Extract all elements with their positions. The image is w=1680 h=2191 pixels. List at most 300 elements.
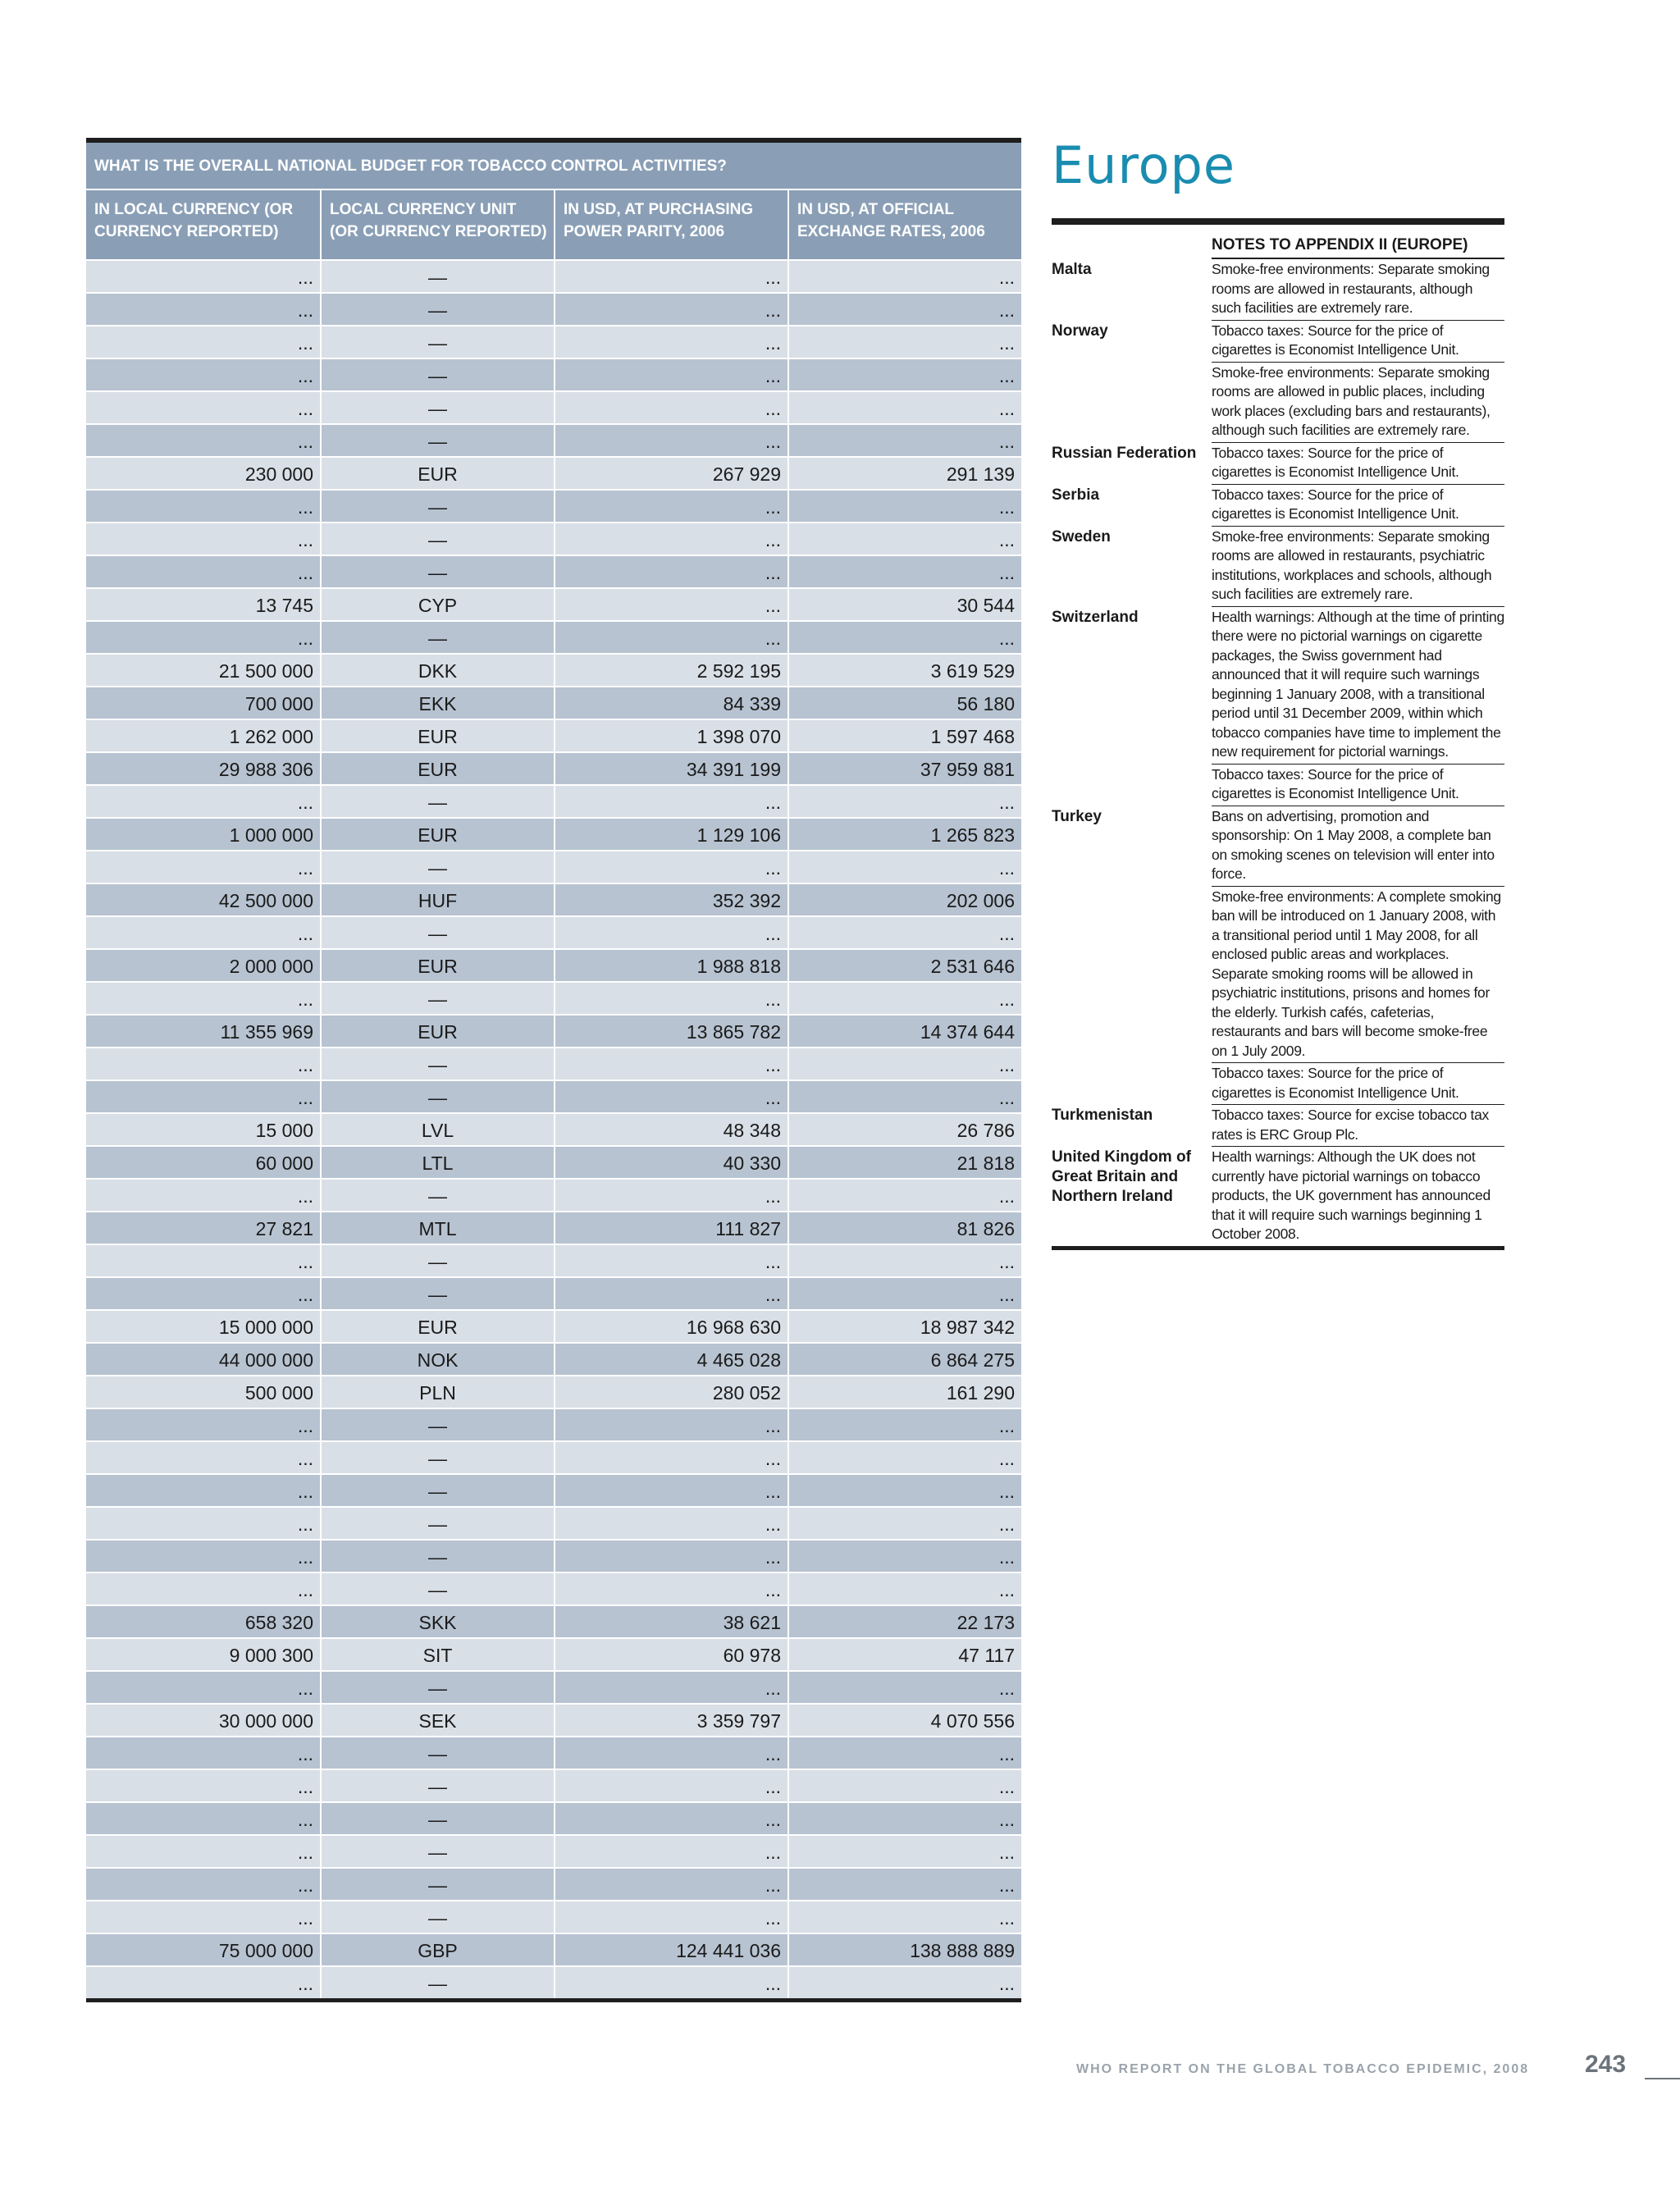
- cell-currency-unit: —: [320, 1803, 554, 1834]
- cell-local-amount: 60 000: [255, 1153, 313, 1174]
- cell-local-amount: ...: [297, 1054, 313, 1075]
- table-row: [86, 1572, 1021, 1604]
- note-text: Tobacco taxes: Source for the price of cigarettes is Economist Intelligence Unit.: [1212, 765, 1504, 806]
- cell-usd-exchange: 1 597 468: [788, 720, 1021, 751]
- cell-local-amount: ...: [297, 988, 313, 1010]
- table-row: [86, 850, 1021, 883]
- table-row: [86, 587, 1021, 620]
- cell-usd-exchange: ...: [788, 786, 1021, 817]
- cell-local-amount: ...: [297, 1513, 313, 1535]
- cell-local-amount: 500 000: [244, 1382, 313, 1404]
- cell-local-amount: ...: [297, 923, 313, 944]
- table-row: [86, 1244, 1021, 1276]
- cell-currency-unit: —: [320, 1048, 554, 1080]
- table-row: [86, 489, 1021, 522]
- cell-local-amount: 230 000: [244, 463, 313, 485]
- cell-currency-unit: —: [320, 1836, 554, 1867]
- cell-currency-unit: EKK: [320, 687, 554, 719]
- table-row: [86, 1211, 1021, 1244]
- cell-currency-unit: SIT: [320, 1639, 554, 1670]
- cell-usd-ppp: ...: [554, 359, 788, 390]
- cell-local-amount: ...: [297, 1087, 313, 1108]
- table-row: [86, 1965, 1021, 1998]
- cell-usd-exchange: ...: [788, 1541, 1021, 1572]
- table-row: [86, 1473, 1021, 1506]
- cell-currency-unit: —: [320, 392, 554, 423]
- note-entry: [1052, 1105, 1504, 1147]
- cell-currency-unit: —: [320, 622, 554, 653]
- cell-currency-unit: —: [320, 425, 554, 456]
- table-row: [86, 1670, 1021, 1703]
- cell-usd-exchange: 161 290: [788, 1376, 1021, 1408]
- note-entry: [1052, 443, 1504, 485]
- note-country: Norway: [1052, 322, 1108, 340]
- cell-local-amount: ...: [297, 332, 313, 354]
- cell-usd-exchange: ...: [788, 1836, 1021, 1867]
- cell-local-amount: ...: [297, 1546, 313, 1568]
- cell-usd-ppp: 1 398 070: [554, 720, 788, 751]
- cell-local-amount: 658 320: [244, 1612, 313, 1633]
- cell-usd-ppp: ...: [554, 1442, 788, 1473]
- table-row: [86, 1145, 1021, 1178]
- cell-currency-unit: —: [320, 983, 554, 1014]
- cell-usd-ppp: ...: [554, 261, 788, 292]
- budget-table: [86, 138, 1021, 2002]
- cell-local-amount: 15 000: [255, 1120, 313, 1141]
- table-row: [86, 1703, 1021, 1736]
- cell-usd-exchange: ...: [788, 1245, 1021, 1276]
- table-row: [86, 1933, 1021, 1965]
- cell-usd-exchange: ...: [788, 491, 1021, 522]
- table-row: [86, 1047, 1021, 1080]
- table-row: [86, 1506, 1021, 1539]
- cell-currency-unit: —: [320, 1442, 554, 1473]
- note-entry: [1052, 485, 1504, 527]
- cell-currency-unit: —: [320, 917, 554, 948]
- table-body: [86, 259, 1021, 1998]
- table-row: [86, 1736, 1021, 1769]
- table-row: [86, 1375, 1021, 1408]
- note-text: Tobacco taxes: Source for the price of cigarettes is Economist Intelligence Unit.: [1212, 485, 1504, 527]
- table-row: [86, 456, 1021, 489]
- cell-currency-unit: —: [320, 1245, 554, 1276]
- footer-rule: [1645, 2078, 1680, 2079]
- table-row: [86, 1539, 1021, 1572]
- cell-usd-exchange: 47 117: [788, 1639, 1021, 1670]
- table-row: [86, 1342, 1021, 1375]
- cell-usd-ppp: ...: [554, 1081, 788, 1112]
- cell-currency-unit: EUR: [320, 458, 554, 489]
- table-row: [86, 1834, 1021, 1867]
- cell-local-amount: 27 821: [255, 1218, 313, 1239]
- cell-usd-ppp: ...: [554, 556, 788, 587]
- cell-usd-ppp: ...: [554, 1278, 788, 1309]
- cell-currency-unit: —: [320, 1180, 554, 1211]
- cell-local-amount: 21 500 000: [218, 660, 313, 682]
- cell-usd-exchange: ...: [788, 1508, 1021, 1539]
- cell-local-amount: ...: [297, 365, 313, 386]
- cell-local-amount: 9 000 300: [229, 1645, 313, 1666]
- note-country: Sweden: [1052, 527, 1111, 545]
- note-text: Smoke-free environments: A complete smoking ban will be introduced on 1 January 2008, with a transitional period until 1 May 2008, for all enclosed public areas and workplaces. Separate smoking rooms will be allowed in psychiatric institutions, prisons and homes for the elderly. Turkish cafés, cafeterias, restaurants and bars will become smoke-free on 1 July 2009.: [1212, 887, 1504, 1064]
- cell-usd-exchange: 291 139: [788, 458, 1021, 489]
- cell-currency-unit: DKK: [320, 655, 554, 686]
- cell-currency-unit: LTL: [320, 1147, 554, 1178]
- cell-usd-ppp: ...: [554, 1245, 788, 1276]
- table-row: [86, 358, 1021, 390]
- column-header-usd-ppp: IN USD, AT PURCHASING POWER PARITY, 2006: [554, 190, 788, 259]
- note-items: [1212, 806, 1504, 1106]
- cell-usd-exchange: 4 070 556: [788, 1705, 1021, 1736]
- table-row: [86, 1408, 1021, 1440]
- table-row: [86, 817, 1021, 850]
- cell-currency-unit: EUR: [320, 1016, 554, 1047]
- cell-usd-exchange: 202 006: [788, 884, 1021, 915]
- cell-currency-unit: MTL: [320, 1212, 554, 1244]
- cell-usd-exchange: ...: [788, 1048, 1021, 1080]
- note-items: [1212, 443, 1504, 485]
- cell-currency-unit: —: [320, 1901, 554, 1933]
- cell-local-amount: 13 745: [255, 595, 313, 616]
- cell-local-amount: 44 000 000: [218, 1349, 313, 1371]
- cell-usd-exchange: 18 987 342: [788, 1311, 1021, 1342]
- cell-currency-unit: —: [320, 851, 554, 883]
- cell-usd-ppp: ...: [554, 983, 788, 1014]
- cell-local-amount: ...: [297, 398, 313, 419]
- cell-usd-exchange: ...: [788, 1081, 1021, 1112]
- table-title: WHAT IS THE OVERALL NATIONAL BUDGET FOR TOBACCO CONTROL ACTIVITIES?: [86, 143, 1021, 190]
- cell-usd-ppp: 48 348: [554, 1114, 788, 1145]
- cell-currency-unit: EUR: [320, 720, 554, 751]
- cell-usd-ppp: 4 465 028: [554, 1344, 788, 1375]
- note-country: Russian Federation: [1052, 444, 1197, 462]
- cell-currency-unit: —: [320, 1770, 554, 1801]
- table-row: [86, 1769, 1021, 1801]
- cell-usd-exchange: ...: [788, 392, 1021, 423]
- table-row: [86, 948, 1021, 981]
- cell-currency-unit: —: [320, 1967, 554, 1998]
- cell-usd-ppp: ...: [554, 425, 788, 456]
- cell-usd-exchange: ...: [788, 851, 1021, 883]
- cell-local-amount: 15 000 000: [218, 1317, 313, 1338]
- note-items: [1212, 607, 1504, 806]
- cell-usd-exchange: 22 173: [788, 1606, 1021, 1637]
- cell-currency-unit: —: [320, 1541, 554, 1572]
- table-row: [86, 1900, 1021, 1933]
- cell-local-amount: ...: [297, 1251, 313, 1272]
- cell-usd-ppp: ...: [554, 1541, 788, 1572]
- note-country: Turkey: [1052, 807, 1102, 825]
- cell-usd-ppp: 124 441 036: [554, 1934, 788, 1965]
- table-row: [86, 883, 1021, 915]
- cell-usd-ppp: ...: [554, 1573, 788, 1604]
- column-header-currency-unit: LOCAL CURRENCY UNIT (OR CURRENCY REPORTED): [320, 190, 554, 259]
- cell-usd-exchange: ...: [788, 556, 1021, 587]
- cell-usd-ppp: 280 052: [554, 1376, 788, 1408]
- note-items: [1212, 259, 1504, 321]
- cell-usd-ppp: 16 968 630: [554, 1311, 788, 1342]
- cell-currency-unit: —: [320, 1278, 554, 1309]
- table-row: [86, 1801, 1021, 1834]
- cell-currency-unit: —: [320, 556, 554, 587]
- page-number: 243: [1585, 2051, 1627, 2078]
- table-row: [86, 1309, 1021, 1342]
- cell-usd-exchange: ...: [788, 1672, 1021, 1703]
- cell-local-amount: 1 262 000: [229, 726, 313, 747]
- table-row: [86, 555, 1021, 587]
- note-items: [1212, 527, 1504, 607]
- note-text: Tobacco taxes: Source for the price of cigarettes is Economist Intelligence Unit.: [1212, 1063, 1504, 1105]
- cell-usd-exchange: 56 180: [788, 687, 1021, 719]
- table-row: [86, 1112, 1021, 1145]
- note-entry: [1052, 259, 1504, 321]
- cell-currency-unit: —: [320, 1573, 554, 1604]
- cell-usd-ppp: ...: [554, 1508, 788, 1539]
- note-country: Switzerland: [1052, 608, 1139, 626]
- cell-usd-exchange: 26 786: [788, 1114, 1021, 1145]
- notes-list: [1052, 259, 1504, 1246]
- column-header-usd-exchange: IN USD, AT OFFICIAL EXCHANGE RATES, 2006: [788, 190, 1021, 259]
- note-text: Tobacco taxes: Source for the price of cigarettes is Economist Intelligence Unit.: [1212, 321, 1504, 363]
- cell-usd-ppp: ...: [554, 1803, 788, 1834]
- cell-currency-unit: —: [320, 1475, 554, 1506]
- cell-usd-exchange: ...: [788, 523, 1021, 555]
- cell-currency-unit: SKK: [320, 1606, 554, 1637]
- cell-usd-ppp: ...: [554, 326, 788, 358]
- note-entry: [1052, 527, 1504, 607]
- cell-local-amount: ...: [297, 1874, 313, 1896]
- cell-usd-exchange: 30 544: [788, 589, 1021, 620]
- column-header-local-currency: IN LOCAL CURRENCY (OR CURRENCY REPORTED): [94, 201, 294, 240]
- table-row: [86, 522, 1021, 555]
- table-row: [86, 325, 1021, 358]
- note-text: Tobacco taxes: Source for the price of cigarettes is Economist Intelligence Unit.: [1212, 443, 1504, 485]
- cell-local-amount: ...: [297, 529, 313, 550]
- table-row: [86, 390, 1021, 423]
- note-items: [1212, 1147, 1504, 1246]
- cell-local-amount: ...: [297, 1677, 313, 1699]
- cell-usd-exchange: ...: [788, 917, 1021, 948]
- cell-local-amount: 29 988 306: [218, 759, 313, 780]
- cell-local-amount: ...: [297, 1776, 313, 1797]
- table-row: [86, 1178, 1021, 1211]
- cell-currency-unit: CYP: [320, 589, 554, 620]
- cell-usd-ppp: ...: [554, 392, 788, 423]
- note-entry: [1052, 607, 1504, 806]
- cell-usd-ppp: ...: [554, 1836, 788, 1867]
- cell-usd-ppp: ...: [554, 294, 788, 325]
- table-row: [86, 1867, 1021, 1900]
- note-text: Health warnings: Although at the time of printing there were no pictorial warnings on cigarette packages, the Swiss government had announced that it will require such warnings beginning 1 January 2008, with a transitional period until 31 December 2009, within which tobacco companies have time to implement the new requirement for pictorial warnings.: [1212, 607, 1504, 765]
- cell-local-amount: 2 000 000: [229, 956, 313, 977]
- note-items: [1212, 321, 1504, 443]
- cell-usd-exchange: ...: [788, 622, 1021, 653]
- cell-local-amount: ...: [297, 1481, 313, 1502]
- table-row: [86, 1637, 1021, 1670]
- note-entry: [1052, 806, 1504, 1106]
- note-text: Smoke-free environments: Separate smoking rooms are allowed in public places, including work places (excluding bars and restaurants), although such facilities are extremely rare.: [1212, 363, 1504, 443]
- cell-usd-ppp: 3 359 797: [554, 1705, 788, 1736]
- table-row: [86, 686, 1021, 719]
- cell-currency-unit: —: [320, 359, 554, 390]
- note-text: Tobacco taxes: Source for excise tobacco tax rates is ERC Group Plc.: [1212, 1105, 1504, 1147]
- note-text: Smoke-free environments: Separate smoking rooms are allowed in restaurants, although such facilities are extremely rare.: [1212, 259, 1504, 321]
- cell-currency-unit: EUR: [320, 1311, 554, 1342]
- cell-usd-ppp: ...: [554, 1967, 788, 1998]
- cell-currency-unit: —: [320, 1869, 554, 1900]
- cell-usd-ppp: 60 978: [554, 1639, 788, 1670]
- note-country: Serbia: [1052, 486, 1100, 504]
- cell-usd-ppp: ...: [554, 491, 788, 522]
- cell-local-amount: 30 000 000: [218, 1710, 313, 1732]
- cell-local-amount: ...: [297, 1973, 313, 1994]
- cell-usd-exchange: 6 864 275: [788, 1344, 1021, 1375]
- cell-usd-exchange: ...: [788, 1737, 1021, 1769]
- note-items: [1212, 485, 1504, 527]
- cell-currency-unit: —: [320, 523, 554, 555]
- cell-usd-ppp: ...: [554, 1869, 788, 1900]
- cell-local-amount: ...: [297, 792, 313, 813]
- cell-usd-exchange: ...: [788, 326, 1021, 358]
- cell-local-amount: ...: [297, 1185, 313, 1207]
- table-row: [86, 1276, 1021, 1309]
- cell-usd-ppp: 2 592 195: [554, 655, 788, 686]
- cell-currency-unit: —: [320, 1672, 554, 1703]
- cell-currency-unit: —: [320, 1081, 554, 1112]
- cell-usd-exchange: ...: [788, 1869, 1021, 1900]
- cell-local-amount: ...: [297, 1743, 313, 1764]
- cell-currency-unit: —: [320, 1409, 554, 1440]
- cell-local-amount: 75 000 000: [218, 1940, 313, 1961]
- cell-usd-ppp: ...: [554, 523, 788, 555]
- cell-local-amount: 1 000 000: [229, 824, 313, 846]
- note-text: Health warnings: Although the UK does not currently have pictorial warnings on tobacco products, the UK government has announced that it will require such warnings beginning 1 October 2008.: [1212, 1148, 1491, 1242]
- table-header-row: [86, 190, 1021, 259]
- cell-local-amount: ...: [297, 857, 313, 879]
- cell-usd-exchange: ...: [788, 1409, 1021, 1440]
- cell-usd-ppp: 111 827: [554, 1212, 788, 1244]
- cell-usd-exchange: ...: [788, 1278, 1021, 1309]
- cell-local-amount: ...: [297, 1579, 313, 1600]
- cell-usd-ppp: 1 988 818: [554, 950, 788, 981]
- note-country: Malta: [1052, 261, 1092, 278]
- table-row: [86, 1604, 1021, 1637]
- cell-usd-ppp: 34 391 199: [554, 753, 788, 784]
- cell-usd-exchange: ...: [788, 1573, 1021, 1604]
- note-text: Smoke-free environments: Separate smoking rooms are allowed in restaurants, psychiatric institutions, workplaces and schools, although such facilities are extremely rare.: [1212, 527, 1504, 607]
- cell-local-amount: ...: [297, 1415, 313, 1436]
- cell-usd-ppp: ...: [554, 1409, 788, 1440]
- cell-usd-exchange: ...: [788, 1901, 1021, 1933]
- table-row: [86, 784, 1021, 817]
- table-row: [86, 1080, 1021, 1112]
- cell-currency-unit: —: [320, 326, 554, 358]
- table-row: [86, 292, 1021, 325]
- cell-local-amount: ...: [297, 299, 313, 321]
- cell-usd-ppp: 38 621: [554, 1606, 788, 1637]
- cell-local-amount: ...: [297, 496, 313, 518]
- cell-currency-unit: SEK: [320, 1705, 554, 1736]
- cell-local-amount: ...: [297, 628, 313, 649]
- cell-usd-exchange: 1 265 823: [788, 819, 1021, 850]
- cell-currency-unit: NOK: [320, 1344, 554, 1375]
- cell-usd-exchange: 37 959 881: [788, 753, 1021, 784]
- cell-usd-exchange: ...: [788, 1803, 1021, 1834]
- cell-usd-ppp: ...: [554, 1048, 788, 1080]
- cell-usd-exchange: ...: [788, 983, 1021, 1014]
- cell-currency-unit: —: [320, 1737, 554, 1769]
- cell-usd-exchange: 14 374 644: [788, 1016, 1021, 1047]
- cell-usd-exchange: 138 888 889: [788, 1934, 1021, 1965]
- note-country: Turkmenistan: [1052, 1107, 1153, 1124]
- cell-local-amount: ...: [297, 1907, 313, 1929]
- cell-local-amount: ...: [297, 1809, 313, 1830]
- footer-report-title: WHO REPORT ON THE GLOBAL TOBACCO EPIDEMIC, 2008: [1076, 2062, 1530, 2076]
- table-row: [86, 915, 1021, 948]
- cell-usd-exchange: ...: [788, 1475, 1021, 1506]
- cell-currency-unit: EUR: [320, 753, 554, 784]
- cell-usd-exchange: ...: [788, 1770, 1021, 1801]
- note-text: Bans on advertising, promotion and sponsorship: On 1 May 2008, a complete ban on smoking scenes on television will enter into force.: [1212, 806, 1504, 887]
- cell-usd-exchange: ...: [788, 261, 1021, 292]
- table-row: [86, 620, 1021, 653]
- cell-currency-unit: PLN: [320, 1376, 554, 1408]
- cell-usd-exchange: ...: [788, 1442, 1021, 1473]
- cell-usd-ppp: ...: [554, 1180, 788, 1211]
- table-row: [86, 1440, 1021, 1473]
- cell-local-amount: ...: [297, 431, 313, 452]
- cell-usd-exchange: 3 619 529: [788, 655, 1021, 686]
- table-row: [86, 981, 1021, 1014]
- cell-local-amount: ...: [297, 1842, 313, 1863]
- cell-usd-exchange: ...: [788, 1967, 1021, 1998]
- cell-local-amount: 11 355 969: [220, 1021, 313, 1043]
- cell-usd-ppp: 84 339: [554, 687, 788, 719]
- cell-local-amount: ...: [297, 1448, 313, 1469]
- table-row: [86, 653, 1021, 686]
- cell-usd-exchange: 81 826: [788, 1212, 1021, 1244]
- cell-currency-unit: EUR: [320, 950, 554, 981]
- cell-currency-unit: HUF: [320, 884, 554, 915]
- cell-local-amount: 42 500 000: [218, 890, 313, 911]
- cell-local-amount: ...: [297, 562, 313, 583]
- cell-usd-ppp: ...: [554, 1737, 788, 1769]
- cell-currency-unit: —: [320, 261, 554, 292]
- cell-currency-unit: GBP: [320, 1934, 554, 1965]
- cell-usd-ppp: ...: [554, 1901, 788, 1933]
- cell-usd-ppp: ...: [554, 851, 788, 883]
- cell-currency-unit: LVL: [320, 1114, 554, 1145]
- table-row: [86, 259, 1021, 292]
- cell-usd-ppp: 352 392: [554, 884, 788, 915]
- cell-usd-exchange: ...: [788, 1180, 1021, 1211]
- cell-usd-exchange: 2 531 646: [788, 950, 1021, 981]
- cell-usd-exchange: ...: [788, 425, 1021, 456]
- notes-section: [1052, 218, 1504, 1250]
- cell-usd-ppp: 13 865 782: [554, 1016, 788, 1047]
- cell-currency-unit: EUR: [320, 819, 554, 850]
- cell-usd-ppp: 267 929: [554, 458, 788, 489]
- cell-usd-ppp: ...: [554, 589, 788, 620]
- cell-usd-ppp: ...: [554, 1672, 788, 1703]
- region-title: Europe: [1052, 135, 1236, 195]
- table-row: [86, 1014, 1021, 1047]
- cell-usd-ppp: ...: [554, 622, 788, 653]
- note-items: [1212, 1105, 1504, 1147]
- note-entry: [1052, 1147, 1504, 1246]
- note-country: United Kingdom of Great Britain and Northern Ireland: [1052, 1148, 1191, 1205]
- notes-heading: NOTES TO APPENDIX II (EUROPE): [1212, 225, 1504, 259]
